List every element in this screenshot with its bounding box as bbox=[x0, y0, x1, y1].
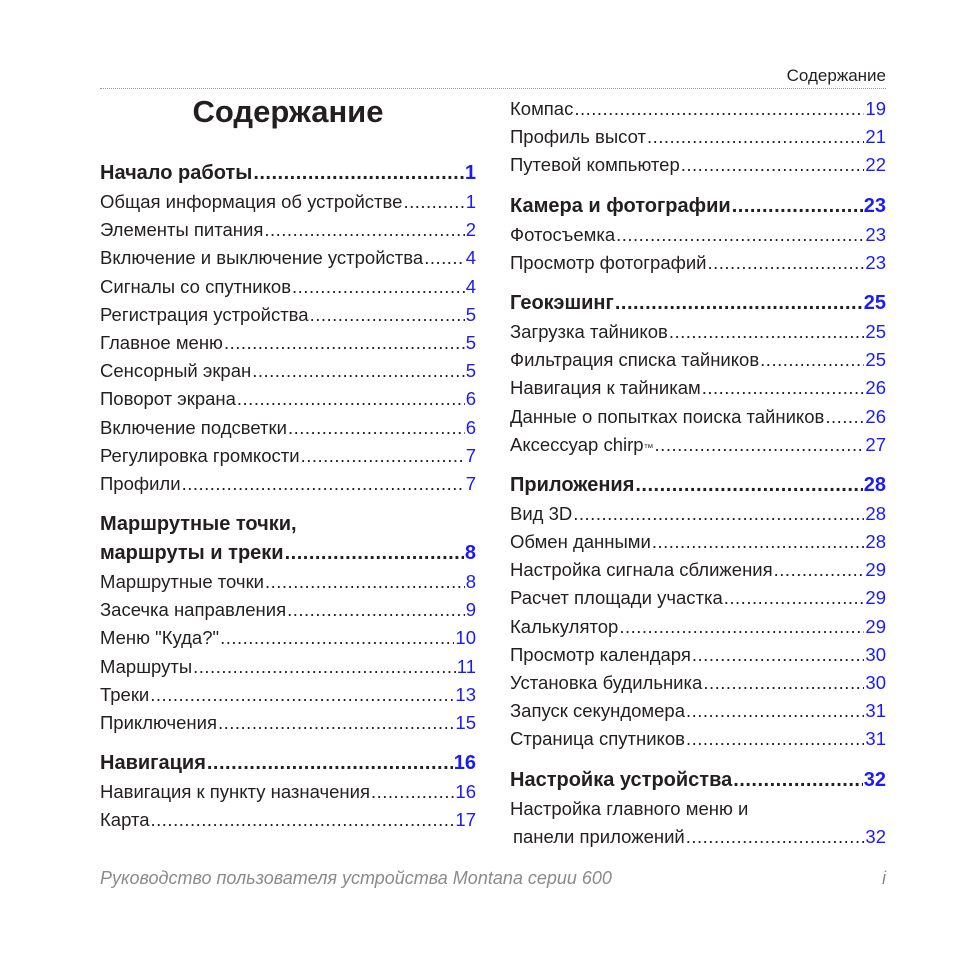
dot-leader bbox=[732, 192, 863, 221]
toc-page-link[interactable]: 5 bbox=[465, 303, 476, 325]
dot-leader bbox=[403, 188, 464, 216]
toc-entry-label: Сенсорный экран bbox=[100, 360, 252, 382]
toc-page-link[interactable]: 25 bbox=[863, 291, 886, 314]
toc-page-link[interactable]: 29 bbox=[865, 615, 886, 637]
toc-page-link[interactable]: 13 bbox=[455, 683, 476, 705]
toc-page-link[interactable]: 8 bbox=[464, 542, 476, 565]
toc-entry[interactable] bbox=[510, 318, 886, 346]
dot-leader bbox=[301, 442, 465, 470]
dot-leader bbox=[252, 357, 464, 385]
toc-entry[interactable] bbox=[510, 249, 886, 277]
toc-entry-label: Элементы питания bbox=[100, 219, 264, 241]
toc-entry[interactable] bbox=[510, 641, 886, 669]
toc-section-entry[interactable] bbox=[510, 289, 886, 318]
toc-page-link[interactable]: 23 bbox=[865, 251, 886, 273]
dot-leader bbox=[151, 806, 455, 834]
toc-entry[interactable] bbox=[510, 613, 886, 641]
toc-left-column bbox=[100, 159, 476, 835]
dot-leader bbox=[692, 641, 865, 669]
toc-page-link[interactable]: 9 bbox=[465, 599, 476, 621]
dot-leader bbox=[574, 95, 864, 123]
toc-entry-label: Фильтрация списка тайников bbox=[510, 349, 760, 371]
toc-page-link[interactable]: 21 bbox=[865, 126, 886, 148]
toc-entry-label: Маршрутные точки bbox=[100, 571, 264, 593]
toc-page-link[interactable]: 31 bbox=[865, 700, 886, 722]
toc-entry[interactable] bbox=[100, 329, 476, 357]
toc-entry-label: Включение и выключение устройства bbox=[100, 247, 424, 269]
dot-leader bbox=[218, 709, 454, 737]
toc-entry-label: Настройка устройства bbox=[510, 768, 733, 791]
dot-leader bbox=[686, 697, 864, 725]
toc-entry[interactable] bbox=[100, 709, 476, 737]
dot-leader bbox=[686, 725, 864, 753]
toc-entry[interactable] bbox=[510, 403, 886, 431]
toc-entry-label: Навигация к тайникам bbox=[510, 377, 701, 399]
dot-leader bbox=[647, 123, 864, 151]
toc-entry-label: Камера и фотографии bbox=[510, 194, 731, 217]
toc-page-link[interactable]: 6 bbox=[465, 388, 476, 410]
toc-page-link[interactable]: 15 bbox=[455, 712, 476, 733]
toc-section-entry[interactable] bbox=[100, 749, 476, 778]
toc-page-link[interactable]: 31 bbox=[865, 728, 886, 750]
toc-entry[interactable] bbox=[100, 624, 476, 652]
toc-page-link[interactable]: 4 bbox=[465, 275, 476, 297]
dot-leader bbox=[733, 766, 863, 795]
toc-entry-label: Настройка сигнала сближения bbox=[510, 559, 773, 581]
dot-leader bbox=[310, 301, 465, 329]
toc-page-link[interactable]: 25 bbox=[865, 320, 886, 342]
toc-entry[interactable] bbox=[510, 374, 886, 402]
toc-entry[interactable]: Аксессуар chirp ™ ..... 27 bbox=[510, 431, 886, 459]
dot-leader bbox=[237, 385, 465, 413]
toc-entry[interactable] bbox=[100, 244, 476, 272]
dot-leader bbox=[686, 823, 865, 851]
toc-entry-label: Калькулятор bbox=[510, 615, 619, 637]
toc-entry-label: Засечка направления bbox=[100, 599, 287, 621]
toc-page-link[interactable]: 23 bbox=[865, 223, 886, 245]
toc-page-link[interactable]: 29 bbox=[865, 587, 886, 609]
toc-entry-label: Приложения bbox=[510, 473, 635, 496]
toc-entry-label: Геокэшинг bbox=[510, 291, 614, 314]
toc-entry[interactable] bbox=[100, 357, 476, 385]
toc-page-link[interactable]: 28 bbox=[865, 531, 886, 553]
page-title: Содержание bbox=[192, 94, 384, 129]
toc-entry-label: Сигналы со спутников bbox=[100, 275, 292, 297]
toc-entry-label: Профиль высот bbox=[510, 126, 646, 148]
toc-entry-label: Расчет площади участка bbox=[510, 587, 723, 609]
toc-entry[interactable] bbox=[510, 725, 886, 753]
dot-leader bbox=[265, 568, 465, 596]
toc-entry[interactable] bbox=[100, 216, 476, 244]
toc-entry[interactable] bbox=[510, 95, 886, 123]
dot-leader bbox=[681, 151, 865, 179]
toc-entry-label: Аксессуар chirp bbox=[510, 433, 644, 455]
dot-leader bbox=[253, 159, 464, 188]
dot-leader bbox=[669, 318, 865, 346]
dot-leader bbox=[825, 403, 864, 431]
toc-entry-label: Маршрутные точки, bbox=[100, 513, 297, 536]
toc-entry-label: Навигация bbox=[100, 752, 206, 775]
toc-entry-label: Компас bbox=[510, 98, 574, 119]
toc-entry[interactable] bbox=[100, 470, 476, 498]
dot-leader bbox=[655, 431, 865, 459]
page-number: i bbox=[882, 868, 886, 888]
toc-entry[interactable] bbox=[100, 301, 476, 329]
toc-right-column bbox=[510, 95, 886, 851]
toc-entry[interactable] bbox=[510, 528, 886, 556]
toc-page-link[interactable]: 17 bbox=[455, 809, 476, 831]
toc-entry[interactable] bbox=[510, 669, 886, 697]
toc-section-entry[interactable] bbox=[510, 471, 886, 500]
toc-page-link[interactable]: 6 bbox=[465, 416, 476, 438]
toc-entry-label: Карта bbox=[100, 809, 150, 831]
toc-page-link[interactable]: 30 bbox=[865, 672, 886, 693]
toc-page-link[interactable]: 30 bbox=[865, 643, 886, 665]
dot-leader bbox=[615, 289, 863, 318]
toc-entry-label: Загрузка тайников bbox=[510, 320, 668, 342]
toc-entry[interactable] bbox=[510, 151, 886, 179]
toc-section-entry[interactable] bbox=[510, 192, 886, 221]
dot-leader bbox=[702, 374, 865, 402]
toc-page-link[interactable]: 26 bbox=[865, 377, 886, 399]
toc-page-link[interactable]: 32 bbox=[863, 768, 886, 791]
toc-entry[interactable] bbox=[510, 123, 886, 151]
toc-page-link[interactable]: 1 bbox=[465, 191, 476, 212]
dot-leader bbox=[288, 414, 465, 442]
dot-leader bbox=[207, 749, 453, 778]
toc-entry-label: Меню "Куда?" bbox=[100, 627, 220, 649]
toc-entry-label: Вид 3D bbox=[510, 502, 573, 524]
toc-entry-label: Профили bbox=[100, 472, 181, 494]
toc-entry-label: Общая информация об устройстве bbox=[100, 191, 403, 212]
dot-leader bbox=[703, 669, 864, 697]
toc-entry-label: маршруты и треки bbox=[100, 542, 284, 565]
running-header: Содержание bbox=[786, 66, 886, 85]
toc-entry-label: Регистрация устройства bbox=[100, 303, 309, 325]
toc-entry[interactable] bbox=[100, 681, 476, 709]
toc-page-link[interactable]: 29 bbox=[865, 559, 886, 581]
dot-leader bbox=[760, 346, 864, 374]
toc-entry-label: Запуск секундомера bbox=[510, 700, 685, 722]
toc-entry[interactable] bbox=[100, 273, 476, 301]
toc-section-entry[interactable] bbox=[100, 159, 476, 188]
toc-entry bbox=[510, 795, 886, 823]
toc-entry[interactable] bbox=[100, 568, 476, 596]
toc-entry-label: Данные о попытках поиска тайников bbox=[510, 405, 825, 427]
toc-page-link[interactable]: 4 bbox=[465, 247, 476, 269]
dot-leader bbox=[193, 653, 456, 681]
toc-page-link[interactable]: 11 bbox=[456, 655, 476, 677]
toc-entry[interactable] bbox=[100, 596, 476, 624]
toc-page-link[interactable]: 2 bbox=[465, 219, 476, 241]
toc-entry-label: Путевой компьютер bbox=[510, 154, 680, 176]
dot-leader bbox=[182, 470, 465, 498]
toc-entry-label: Приключения bbox=[100, 712, 217, 733]
toc-page-link[interactable]: 22 bbox=[865, 154, 886, 176]
toc-entry[interactable] bbox=[100, 414, 476, 442]
toc-entry[interactable] bbox=[100, 778, 476, 806]
toc-entry-label: Фотосъемка bbox=[510, 223, 616, 245]
toc-entry[interactable] bbox=[100, 188, 476, 216]
toc-section-entry[interactable] bbox=[510, 766, 886, 795]
toc-entry[interactable] bbox=[510, 556, 886, 584]
toc-entry[interactable] bbox=[510, 697, 886, 725]
dot-leader bbox=[371, 778, 454, 806]
toc-entry[interactable] bbox=[100, 442, 476, 470]
toc-entry-label: Начало работы bbox=[100, 162, 253, 184]
toc-entry-label: Обмен данными bbox=[510, 531, 651, 553]
toc-entry-label: Просмотр календаря bbox=[510, 643, 691, 665]
dot-leader bbox=[635, 471, 862, 500]
dot-leader bbox=[224, 329, 465, 357]
toc-entry-label: Настройка главного меню и bbox=[510, 797, 749, 819]
toc-entry[interactable] bbox=[100, 385, 476, 413]
toc-entry-label: Просмотр фотографий bbox=[510, 251, 707, 273]
dot-leader bbox=[619, 613, 864, 641]
dot-leader bbox=[708, 249, 865, 277]
toc-entry[interactable] bbox=[510, 221, 886, 249]
toc-entry[interactable] bbox=[510, 584, 886, 612]
dot-leader bbox=[573, 500, 864, 528]
toc-page-link[interactable]: 1 bbox=[464, 162, 476, 184]
dot-leader bbox=[285, 539, 464, 568]
footer-text: Руководство пользователя устройства Montana серии 600 bbox=[100, 868, 612, 888]
toc-page-link[interactable]: 26 bbox=[865, 405, 886, 427]
toc-entry[interactable] bbox=[510, 500, 886, 528]
toc-entry-label: Включение подсветки bbox=[100, 416, 287, 438]
toc-page-link[interactable]: 25 bbox=[865, 349, 886, 371]
dot-leader bbox=[292, 273, 465, 301]
toc-page-link[interactable]: 16 bbox=[453, 752, 476, 775]
toc-page-link[interactable]: 28 bbox=[865, 502, 886, 524]
toc-page-link[interactable]: 32 bbox=[865, 825, 886, 847]
dot-leader bbox=[264, 216, 464, 244]
toc-entry-label: Навигация к пункту назначения bbox=[100, 781, 370, 803]
toc-page-link[interactable]: 7 bbox=[465, 472, 476, 494]
dot-leader bbox=[652, 528, 865, 556]
toc-entry-label: Регулировка громкости bbox=[100, 444, 300, 466]
dot-leader bbox=[220, 624, 454, 652]
header-divider bbox=[100, 88, 886, 89]
dot-leader bbox=[616, 221, 864, 249]
toc-page-link[interactable]: 19 bbox=[865, 98, 886, 119]
dot-leader bbox=[774, 556, 865, 584]
toc-entry-label: Маршруты bbox=[100, 655, 193, 677]
toc-entry[interactable] bbox=[510, 823, 886, 851]
dot-leader bbox=[724, 584, 865, 612]
toc-page-link[interactable]: 10 bbox=[455, 627, 476, 649]
toc-entry-label: Треки bbox=[100, 683, 150, 705]
toc-entry-label: Установка будильника bbox=[510, 672, 703, 693]
toc-entry-label: Главное меню bbox=[100, 331, 223, 353]
toc-page-link[interactable]: 27 bbox=[865, 433, 886, 455]
dot-leader bbox=[150, 681, 454, 709]
toc-entry[interactable] bbox=[100, 653, 476, 681]
toc-page-link[interactable]: 5 bbox=[465, 360, 476, 382]
toc-section-entry[interactable] bbox=[100, 539, 476, 568]
dot-leader bbox=[287, 596, 465, 624]
dot-leader bbox=[424, 244, 465, 272]
toc-page-link[interactable]: 23 bbox=[863, 194, 886, 217]
toc-entry[interactable] bbox=[100, 806, 476, 834]
toc-entry-label: панели приложений bbox=[513, 825, 685, 847]
toc-page-link[interactable]: 7 bbox=[465, 444, 476, 466]
toc-page-link[interactable]: 28 bbox=[863, 473, 886, 496]
toc-entry-label: Поворот экрана bbox=[100, 388, 236, 410]
toc-page-link[interactable]: 16 bbox=[455, 781, 476, 803]
toc-entry[interactable] bbox=[510, 346, 886, 374]
toc-page-link[interactable]: 8 bbox=[465, 571, 476, 593]
toc-section-entry bbox=[100, 510, 476, 539]
toc-entry-label: Страница спутников bbox=[510, 728, 685, 750]
toc-page-link[interactable]: 5 bbox=[465, 331, 476, 353]
